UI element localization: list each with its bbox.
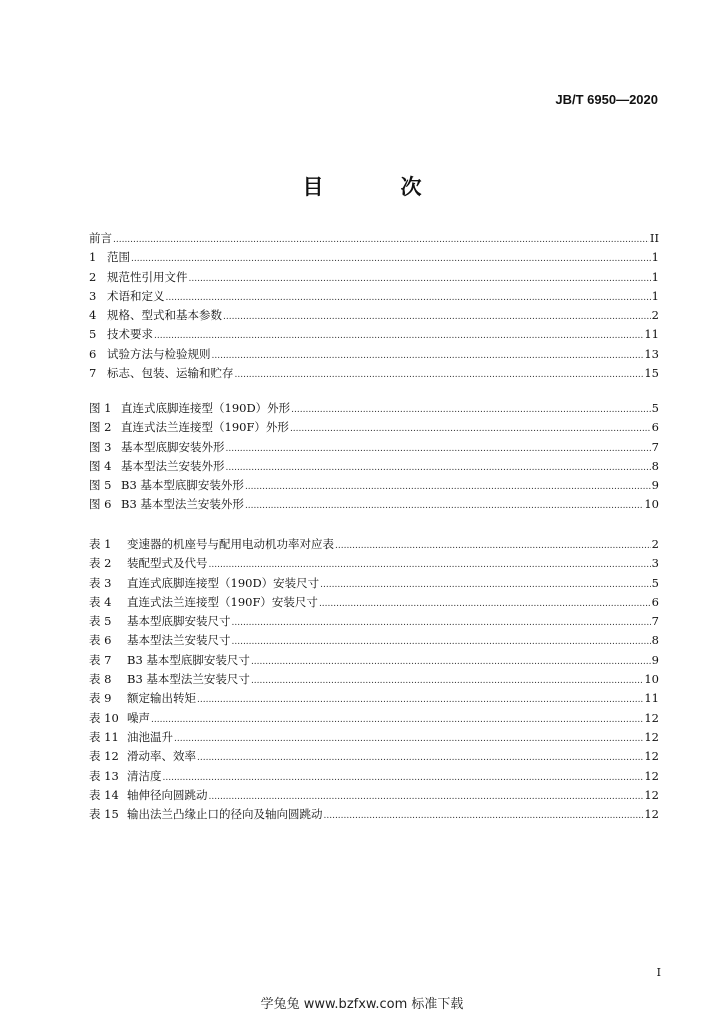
toc-entry-number: 图 4	[89, 458, 112, 473]
toc-entry-number: 表 4	[89, 594, 112, 609]
toc-entry-page: 13	[644, 346, 659, 361]
toc-entry[interactable]	[89, 806, 659, 825]
toc-entry-number: 图 3	[89, 439, 112, 454]
toc-entry[interactable]	[89, 249, 659, 268]
toc-entry-number: 4	[89, 308, 97, 323]
toc-entry-label: 直连式底脚连接型（190D）外形	[121, 401, 291, 415]
toc-entry-label: 基本型底脚安装外形	[121, 439, 225, 454]
toc-entry-label: 输出法兰凸缘止口的径向及轴向圆跳动	[127, 807, 323, 822]
toc-entry-page: 12	[644, 710, 659, 725]
toc-entry-number: 图 2	[89, 420, 112, 435]
toc-entry[interactable]	[89, 307, 659, 326]
toc-leader-dots	[131, 250, 651, 264]
page-number: I	[656, 966, 661, 979]
toc-entry-number: 6	[89, 346, 97, 361]
toc-entry[interactable]	[89, 575, 659, 594]
toc-entry-label: 变速器的机座号与配用电动机功率对应表	[127, 537, 334, 551]
toc-leader-dots	[226, 459, 651, 473]
toc-leader-dots	[113, 231, 649, 245]
toc-figures	[89, 400, 659, 516]
toc-leader-dots	[151, 711, 643, 725]
toc-entry-number: 图 5	[89, 478, 112, 493]
toc-entry-label: 基本型法兰安装外形	[121, 458, 225, 473]
toc-entry-label: 标志、包装、运输和贮存	[107, 366, 234, 381]
toc-entry[interactable]	[89, 787, 659, 806]
toc-leader-dots	[209, 556, 651, 570]
toc-entry-number: 5	[89, 327, 97, 342]
toc-entry-label: 基本型法兰安装尺寸	[127, 633, 231, 648]
toc-entry[interactable]	[89, 555, 659, 574]
toc-entry-number: 表 11	[89, 729, 119, 744]
watermark: 学兔兔 www.bzfxw.com 标准下载	[260, 997, 464, 1012]
toc-entry-label: 规格、型式和基本参数	[107, 308, 222, 323]
toc-entry[interactable]	[89, 768, 659, 787]
toc-entry-number: 表 15	[89, 807, 119, 822]
toc-entry-page: 15	[644, 366, 659, 381]
toc-entry-label: B3 基本型法兰安装外形	[121, 497, 244, 512]
toc-entry[interactable]	[89, 613, 659, 632]
toc-entry-number: 表 3	[89, 575, 112, 590]
toc-entry-label: 试验方法与检验规则	[107, 346, 211, 361]
toc-leader-dots	[324, 807, 644, 821]
toc-entry-label: 术语和定义	[107, 288, 165, 303]
toc-entry-label: 装配型式及代号	[127, 556, 208, 571]
toc-leader-dots	[212, 347, 644, 361]
toc-entry-number: 表 10	[89, 710, 119, 725]
toc-entry-page: 9	[651, 652, 659, 667]
toc-entry-number: 表 1	[89, 537, 112, 551]
toc-entry[interactable]	[89, 400, 659, 419]
toc-entry[interactable]	[89, 230, 659, 249]
toc-leader-dots	[251, 672, 643, 686]
toc-entry-number: 表 6	[89, 633, 112, 648]
toc-entry-page: 12	[644, 807, 659, 822]
toc-leader-dots	[335, 537, 651, 551]
toc-leader-dots	[245, 478, 651, 492]
toc-entry-page: 8	[651, 458, 659, 473]
toc-entry-number: 7	[89, 366, 97, 381]
toc-entry-page: 1	[651, 288, 659, 303]
toc-entry-label: 基本型底脚安装尺寸	[127, 614, 231, 629]
toc-entry-number: 3	[89, 288, 97, 303]
toc-entry-page: 11	[644, 691, 659, 706]
toc-entry[interactable]	[89, 729, 659, 748]
toc-entry-number: 表 2	[89, 556, 112, 571]
toc-entry-label: 直连式底脚连接型（190D）安装尺寸	[127, 575, 320, 590]
doc-code: JB/T 6950—2020	[555, 92, 658, 107]
toc-leader-dots	[189, 270, 651, 284]
toc-entry-page: 8	[651, 633, 659, 648]
toc-entry[interactable]	[89, 748, 659, 767]
toc-entry-label: 范围	[107, 250, 130, 265]
toc-entry-number: 表 7	[89, 652, 112, 667]
toc-entry[interactable]	[89, 477, 659, 496]
toc-tables	[89, 536, 659, 825]
toc-entry-number: 图 6	[89, 497, 112, 512]
toc-entry-label: 滑动率、效率	[127, 749, 196, 764]
toc-entry-number: 2	[89, 269, 97, 284]
toc-entry-number: 表 13	[89, 768, 119, 783]
toc-entry-label: B3 基本型底脚安装外形	[121, 478, 244, 493]
toc-entry[interactable]	[89, 690, 659, 709]
toc-entry[interactable]	[89, 346, 659, 365]
toc-entry-page: 6	[651, 420, 659, 435]
toc-leader-dots	[223, 308, 651, 322]
toc-entry-page: 7	[651, 439, 659, 454]
toc-entry[interactable]	[89, 710, 659, 729]
toc-entry-number: 表 12	[89, 749, 119, 764]
toc-entry-page: 1	[651, 269, 659, 284]
toc-entry[interactable]	[89, 365, 659, 384]
toc-entry-page: 5	[651, 401, 659, 415]
toc-entry-label: 轴伸径向圆跳动	[127, 787, 208, 802]
toc-entry-number: 表 8	[89, 672, 112, 687]
toc-entry[interactable]	[89, 419, 659, 438]
toc-entry[interactable]	[89, 288, 659, 307]
toc-leader-dots	[209, 788, 644, 802]
toc-entry[interactable]	[89, 632, 659, 651]
toc-leader-dots	[154, 327, 643, 341]
toc-leader-dots	[232, 614, 651, 628]
toc-leader-dots	[291, 401, 651, 415]
toc-leader-dots	[319, 595, 651, 609]
toc-entry-page: 6	[651, 594, 659, 609]
toc-entry-page: 11	[644, 327, 659, 342]
toc-entry-label: 直连式法兰连接型（190F）安装尺寸	[127, 594, 318, 609]
toc-entry[interactable]	[89, 439, 659, 458]
toc-entry-page: 9	[651, 478, 659, 493]
toc-leader-dots	[197, 691, 643, 705]
toc-leader-dots	[232, 633, 651, 647]
toc-entry-label: 直连式法兰连接型（190F）外形	[121, 420, 289, 435]
toc-entry-page: 2	[651, 308, 659, 323]
page-title: 目 次	[302, 175, 450, 199]
toc-entry-page: 12	[644, 787, 659, 802]
toc-entry[interactable]	[89, 269, 659, 288]
toc-entry-page: 5	[651, 575, 659, 590]
toc-entry-number: 1	[89, 250, 97, 265]
toc-leader-dots	[235, 366, 644, 380]
toc-entry-label: 清洁度	[127, 768, 162, 783]
toc-entry-label: B3 基本型底脚安装尺寸	[127, 652, 250, 667]
toc-leader-dots	[166, 289, 651, 303]
toc-entry[interactable]	[89, 652, 659, 671]
toc-entry-label: 规范性引用文件	[107, 269, 188, 284]
toc-entry-label: 技术要求	[107, 327, 153, 342]
toc-entry-page: 10	[644, 497, 659, 512]
toc-leader-dots	[251, 653, 651, 667]
toc-leader-dots	[320, 576, 651, 590]
toc-entry-page: 12	[644, 768, 659, 783]
toc-entry[interactable]	[89, 496, 659, 515]
toc-entry-label: B3 基本型法兰安装尺寸	[127, 672, 250, 687]
toc-entry-number: 表 9	[89, 691, 112, 706]
toc-entry-number: 表 5	[89, 614, 112, 629]
toc-entry[interactable]	[89, 536, 659, 555]
toc-entry-page: II	[649, 231, 659, 245]
toc-entry-page: 12	[644, 729, 659, 744]
toc-leader-dots	[245, 497, 643, 511]
toc-entry[interactable]	[89, 326, 659, 345]
toc-entry-number: 图 1	[89, 401, 112, 415]
toc-entry-label: 噪声	[127, 710, 150, 725]
toc-chapters	[89, 230, 659, 384]
toc-entry-page: 12	[644, 749, 659, 764]
toc-entry-page: 2	[651, 537, 659, 551]
toc-leader-dots	[174, 730, 643, 744]
toc-entry-label: 额定输出转矩	[127, 691, 196, 706]
toc-entry-label: 前言	[89, 231, 112, 245]
toc-entry[interactable]	[89, 458, 659, 477]
toc-leader-dots	[163, 769, 644, 783]
toc-entry[interactable]	[89, 594, 659, 613]
toc-entry-number: 表 14	[89, 787, 119, 802]
toc-leader-dots	[290, 420, 651, 434]
toc-entry-page: 10	[644, 672, 659, 687]
toc-entry-page: 7	[651, 614, 659, 629]
toc-entry-page: 1	[651, 250, 659, 265]
toc-entry-label: 油池温升	[127, 729, 173, 744]
toc-entry-page: 3	[651, 556, 659, 571]
toc-entry[interactable]	[89, 671, 659, 690]
toc-leader-dots	[197, 749, 643, 763]
toc-leader-dots	[226, 440, 651, 454]
